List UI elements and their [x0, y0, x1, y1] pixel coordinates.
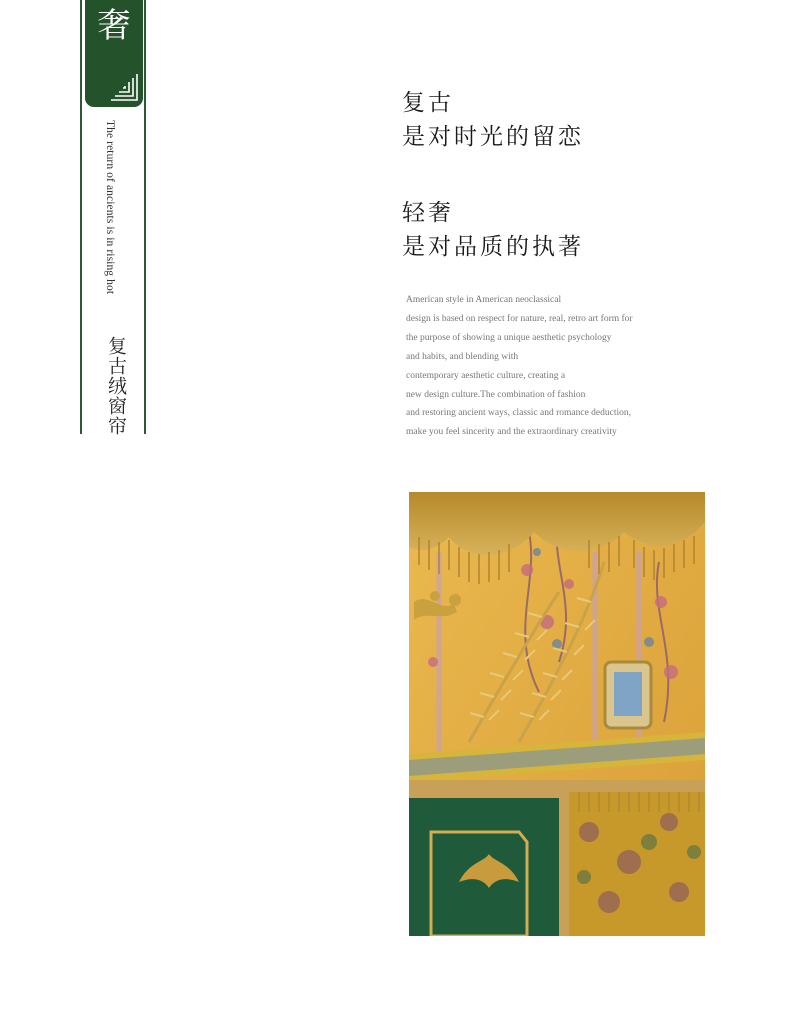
headline-retro — [402, 86, 584, 154]
headline-luxury — [402, 196, 584, 264]
badge-character: 奢 — [97, 6, 131, 46]
headline-retro-line2: 是对时光的留恋 — [402, 124, 584, 150]
corner-ornament-icon — [109, 70, 139, 102]
headline-luxury-line2: 是对品质的执著 — [402, 234, 584, 260]
description-line: new design culture.The combination of fashion — [406, 389, 586, 400]
sidebar-badge — [85, 0, 143, 107]
interior-photo-illustration — [409, 492, 705, 936]
description-line: contemporary aesthetic culture, creating a — [406, 370, 566, 381]
description-line: make you feel sincerity and the extraordinary creativity — [406, 427, 617, 438]
description-line: the purpose of showing a unique aesthetic psychology — [406, 332, 612, 343]
description-paragraph — [406, 291, 696, 442]
interior-photo — [409, 492, 705, 936]
description-line: American style in American neoclassical — [406, 295, 562, 305]
headline-luxury-line1: 轻奢 — [402, 200, 454, 226]
description-line: and restoring ancient ways, classic and romance deduction, — [406, 408, 632, 419]
description-line: and habits, and blending with — [406, 351, 519, 362]
description-line: design is based on respect for nature, real, retro art form for — [406, 313, 633, 324]
headline-retro-line1: 复古 — [402, 90, 454, 116]
vertical-tagline-en: The return of ancients is in rising hot — [104, 120, 116, 295]
vertical-title-cn: 复古绒窗帘 — [105, 336, 127, 436]
